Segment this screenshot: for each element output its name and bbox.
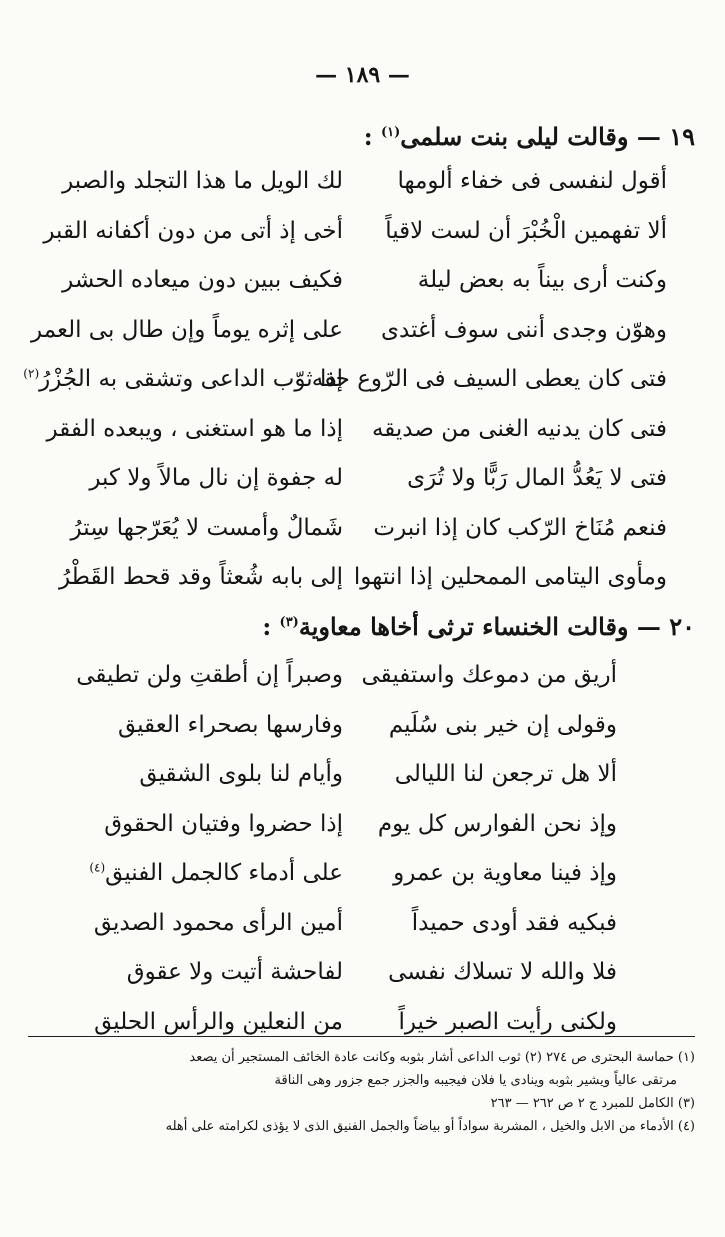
footnote-line: (٤) الأدماء من الابل والخيل ، المشربة سواداً أو بياضاً والجمل الفنيق الذى لا يؤذى لكرامته على أهله <box>165 1119 695 1134</box>
hemistich-text: من النعلين والرأس الحليق <box>94 1008 343 1035</box>
poem-19-heading-colon: : <box>363 122 381 151</box>
verse-second-hemistich <box>63 860 343 886</box>
verse-first-hemistich: فلا والله لا تسلاك نفسى <box>388 959 617 985</box>
verse-second-hemistich <box>13 564 343 590</box>
verse-second-hemistich <box>13 168 343 194</box>
verse-first-hemistich: أريق من دموعك واستفيقى <box>361 662 617 688</box>
verse-line <box>0 860 725 910</box>
verse-first-hemistich: وقولى إن خير بنى سُلَيم <box>388 711 617 738</box>
verse-line <box>0 465 725 515</box>
verse-second-hemistich <box>13 366 343 392</box>
footnote-ref: (٢) <box>23 366 40 381</box>
verse-line <box>0 910 725 960</box>
hemistich-text: لك الويل ما هذا التجلد والصبر <box>62 168 343 194</box>
verse-line <box>0 218 725 268</box>
verse-first-hemistich: وإذ فينا معاوية بن عمرو <box>393 860 617 886</box>
poem-20-heading-text: ٢٠ — وقالت الخنساء ترثى أخاها معاوية <box>298 612 695 641</box>
footnote-ref-3: (٣) <box>279 615 299 630</box>
poem-19-heading-text: ١٩ — وقالت ليلى بنت سلمى <box>400 122 695 151</box>
verse-first-hemistich: ومأوى اليتامى الممحلين إذا انتهوا <box>353 564 667 590</box>
verse-first-hemistich: ألا تفهمين الْخُبْرَ أن لست لاقياً <box>385 217 667 244</box>
poem-20-verses <box>0 662 725 1058</box>
verse-second-hemistich <box>63 811 343 837</box>
verse-line <box>0 366 725 416</box>
verse-line <box>0 564 725 614</box>
verse-line <box>0 712 725 762</box>
hemistich-text: إذا حضروا وفتيان الحقوق <box>104 810 343 837</box>
poem-20-heading <box>35 612 695 641</box>
verse-first-hemistich: وهوّن وجدى أننى سوف أغتدى <box>381 316 667 343</box>
verse-second-hemistich <box>63 761 343 787</box>
verse-second-hemistich <box>13 515 343 541</box>
footnote-line: (١) حماسة البحترى ص ٢٧٤ (٢) ثوب الداعى أشار بثوبه وكانت عادة الخائف المستجير أن يصعد <box>189 1050 695 1065</box>
verse-second-hemistich <box>63 662 343 688</box>
verse-second-hemistich <box>13 267 343 293</box>
hemistich-text: وفارسها بصحراء العقيق <box>117 711 343 738</box>
hemistich-text: أمين الرأى محمود الصديق <box>93 909 343 936</box>
verse-line <box>0 811 725 861</box>
hemistich-text: على إثره يوماً وإن طال بى العمر <box>31 316 343 343</box>
hemistich-text: وأيام لنا بلوى الشقيق <box>139 761 343 787</box>
verse-second-hemistich <box>13 416 343 442</box>
verse-line <box>0 515 725 565</box>
verse-line <box>0 959 725 1009</box>
footnote-divider <box>28 1036 695 1037</box>
footnote-ref: (٤) <box>89 860 106 875</box>
hemistich-text: له جفوة إن نال مالاً ولا كبر <box>89 465 343 491</box>
footnotes <box>28 1046 695 1138</box>
verse-line <box>0 416 725 466</box>
hemistich-text: شَمالٌ وأمست لا يُعَرّجها سِترُ <box>70 514 343 541</box>
hemistich-text: وصبراً إن أطقتِ ولن تطيقى <box>76 662 343 688</box>
hemistich-text: فكيف ببين دون ميعاده الحشر <box>62 267 343 293</box>
poem-19-heading <box>35 122 695 151</box>
verse-second-hemistich <box>63 910 343 936</box>
verse-second-hemistich <box>13 218 343 244</box>
verse-second-hemistich <box>13 465 343 491</box>
verse-first-hemistich: ألا هل ترجعن لنا الليالى <box>394 761 617 787</box>
verse-line <box>0 761 725 811</box>
hemistich-text: لفاحشة أتيت ولا عقوق <box>126 959 343 985</box>
hemistich-text: إلى بابه شُعثاً وقد قحط القَطْرُ <box>58 564 343 590</box>
verse-first-hemistich: فنعم مُنَاخ الرّكب كان إذا انبرت <box>373 514 667 541</box>
footnote-line: مرتقى عالياً ويشير بثوبه وينادى يا فلان فيجيبه والجزر جمع جزور وهى الناقة <box>274 1073 677 1088</box>
verse-first-hemistich: فبكيه فقد أودى حميداً <box>411 909 617 936</box>
hemistich-text: إذا ما هو استغنى ، ويبعده الفقر <box>46 415 343 442</box>
verse-first-hemistich: فتى لا يَعُدُّ المال رَبًّا ولا تُرَى <box>407 465 667 491</box>
hemistich-text: على أدماء كالجمل الفنيق <box>105 860 343 886</box>
verse-first-hemistich: فتى كان يدنيه الغنى من صديقه <box>371 415 667 442</box>
verse-first-hemistich: فتى كان يعطى السيف فى الرّوع حقه <box>311 366 667 392</box>
verse-first-hemistich: ولكنى رأيت الصبر خيراً <box>398 1008 617 1035</box>
verse-first-hemistich: وكنت أرى بيناً به بعض ليلة <box>417 267 667 293</box>
verse-line <box>0 168 725 218</box>
hemistich-text: إذا ثوّب الداعى وتشقى به الجُزْرُ <box>39 366 343 392</box>
verse-line <box>0 662 725 712</box>
verse-second-hemistich <box>63 959 343 985</box>
footnote-line: (٣) الكامل للمبرد ج ٢ ص ٢٦٢ — ٢٦٣ <box>490 1096 695 1111</box>
verse-line <box>0 317 725 367</box>
poem-20-heading-colon: : <box>262 612 280 641</box>
verse-line <box>0 267 725 317</box>
verse-first-hemistich: أقول لنفسى فى خفاء ألومها <box>397 168 667 194</box>
verse-second-hemistich <box>63 1009 343 1035</box>
poem-19-verses <box>0 168 725 614</box>
page-number: — ١٨٩ — <box>315 62 410 88</box>
footnote-ref-1: (١) <box>380 125 401 140</box>
verse-second-hemistich <box>13 317 343 343</box>
hemistich-text: أخى إذ أتى من دون أكفانه القبر <box>43 217 343 244</box>
verse-second-hemistich <box>63 712 343 738</box>
verse-first-hemistich: وإذ نحن الفوارس كل يوم <box>377 810 617 837</box>
